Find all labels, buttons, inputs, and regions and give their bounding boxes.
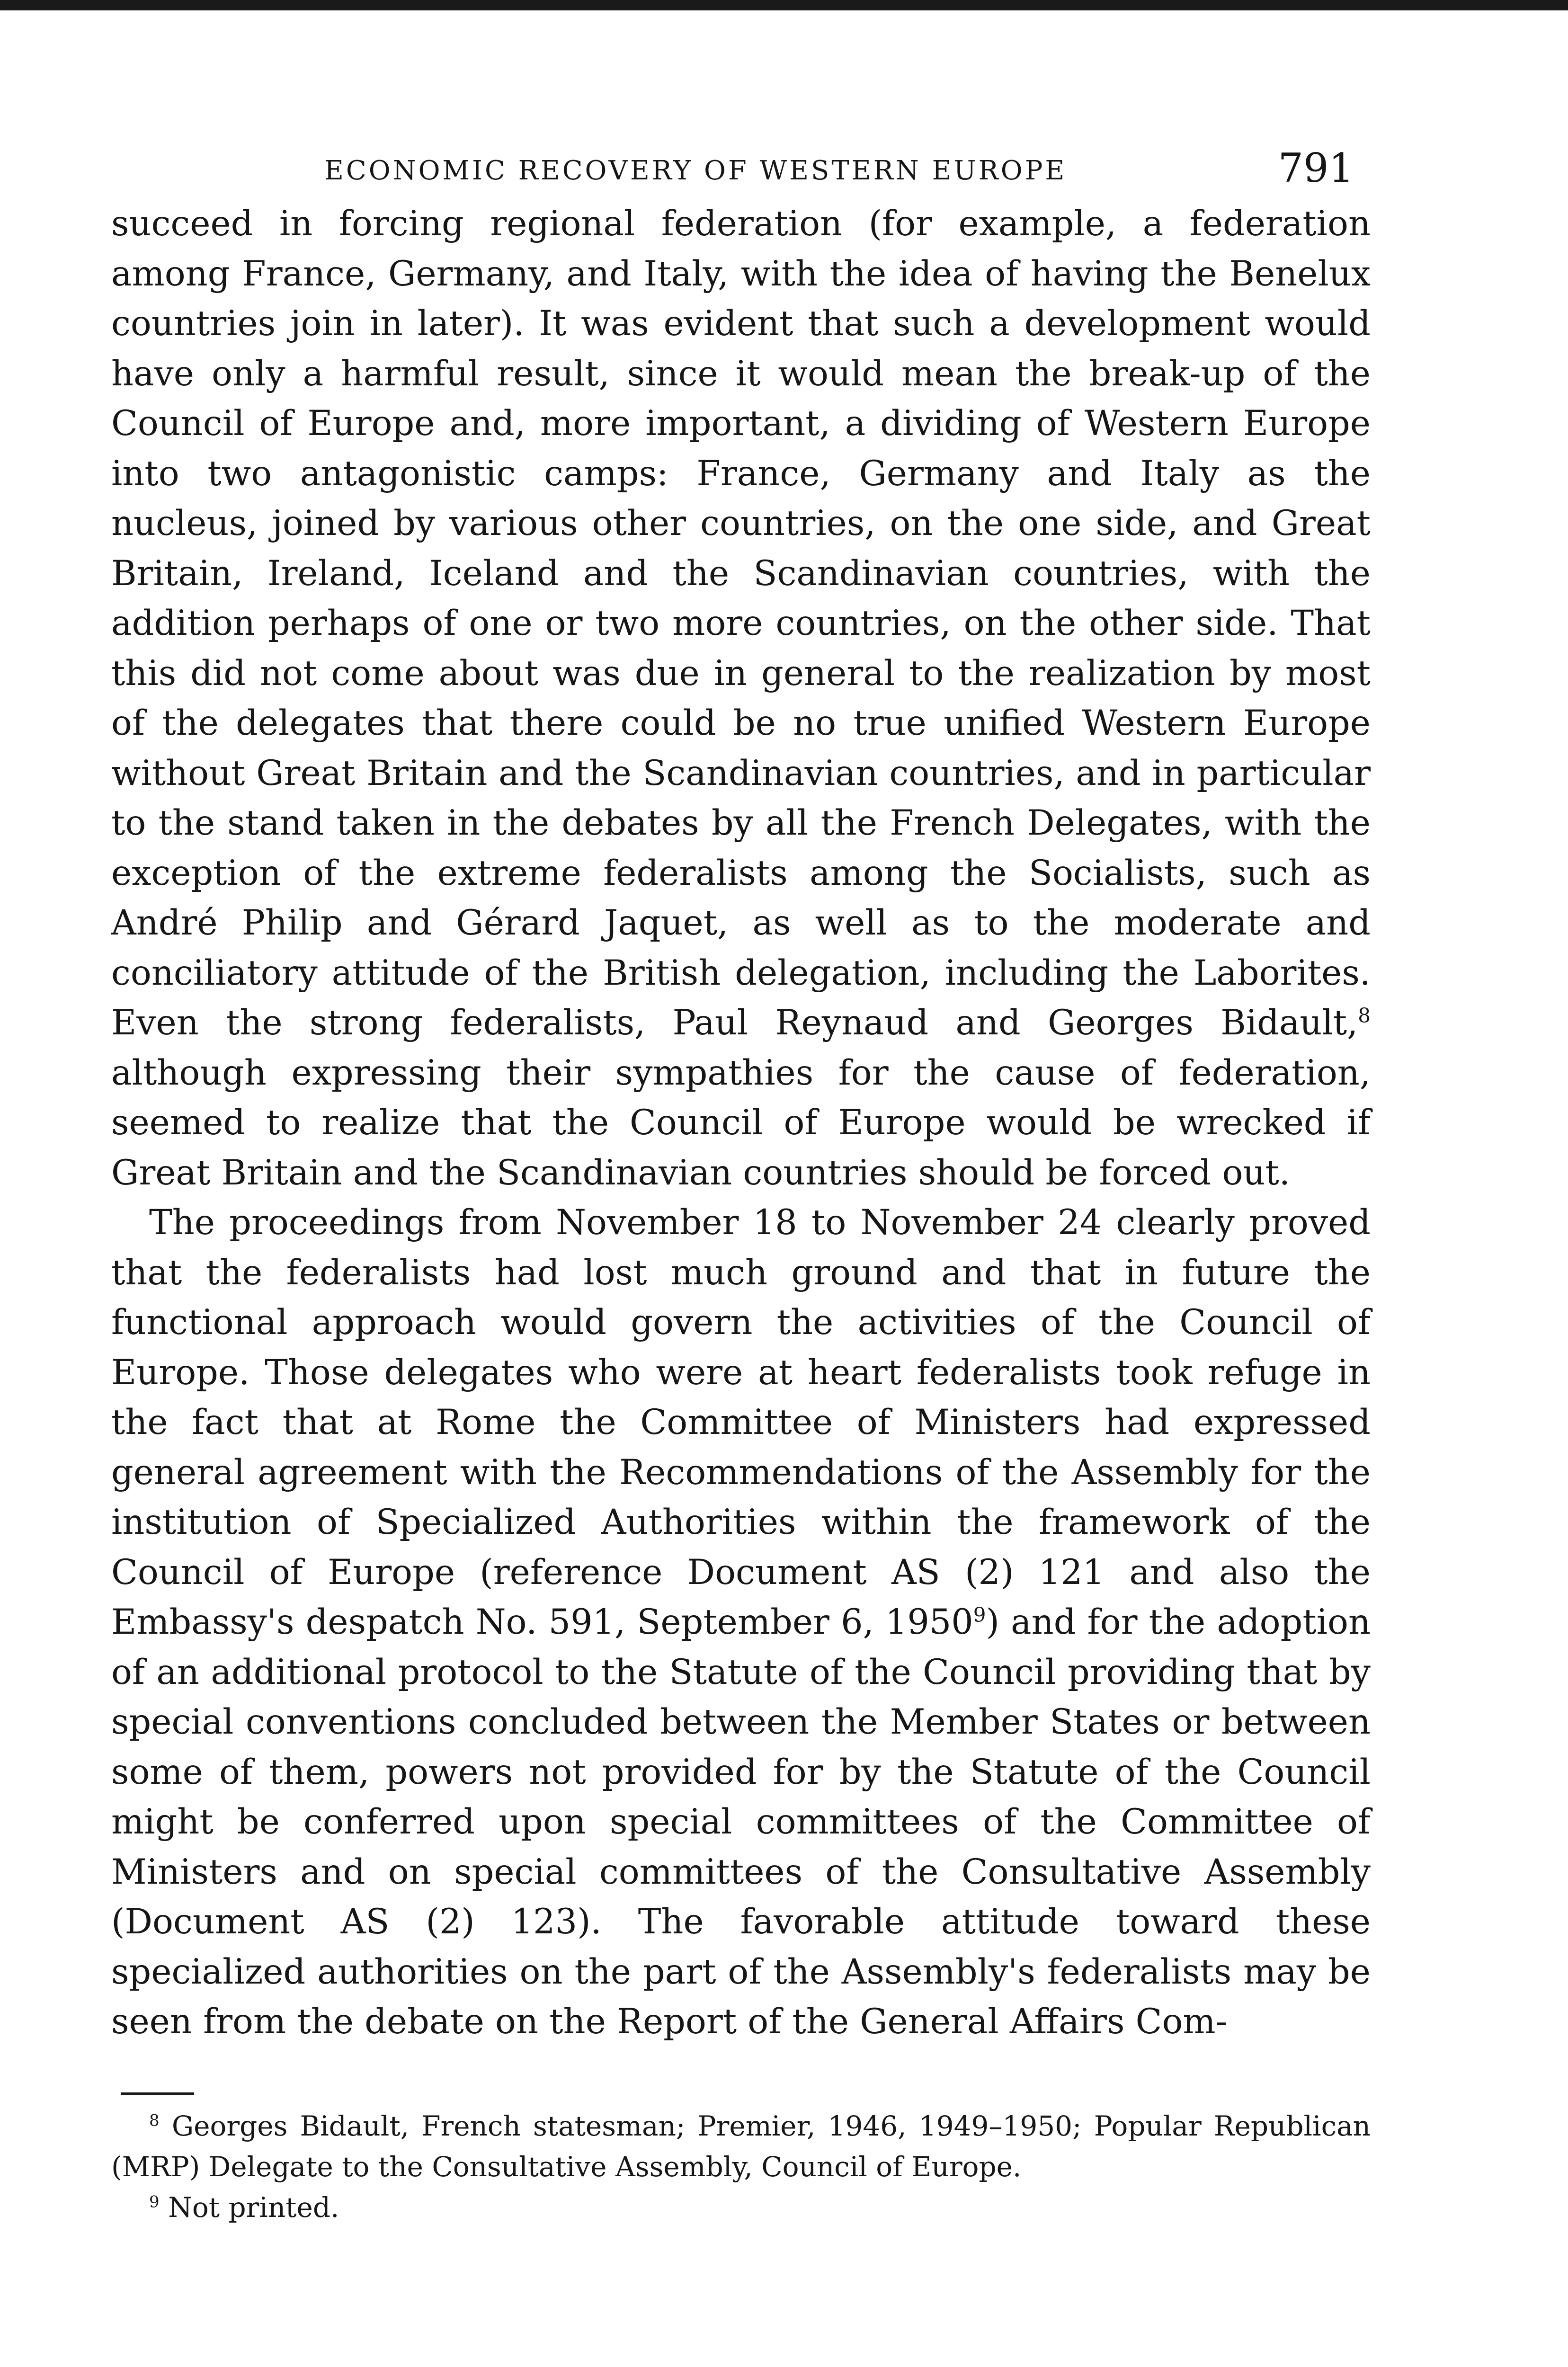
paragraph-1-text-a: succeed in forcing regional federation (for example, a federation among France, Germany, and Italy, with the idea of having the Benelux countries join in later). It was evident that such a development would have only a harmful result, since it would mean the break-up of the Council of Europe and, more important, a dividing of Western Europe into two antagonistic camps: France, Germany and Italy as the nucleus, joined by various other countries, on the one side, and Great Britain, Ireland, Iceland and the Scandinavian countries, with the addition perhaps of one or two more countries, on the other side. That this did not come about was due in general to the realization by most of the delegates that there could be no true unified Western Europe without Great Britain and the Scandinavian countries, and in particular to the stand taken in the debates by all the French Delegates, with the exception of the extreme federalists among the Socialists, such as André Philip and Gérard Jaquet, as well as to the moderate and conciliatory attitude of the British delegation, including the Laborites. Even the strong federalists, Paul Reynaud and Georges Bidault, xyxy=(111,204,1371,1043)
paragraph-2-text-b: ) and for the adoption of an additional protocol to the Statute of the Council providing that by special conventions concluded between the Member States or between some of them, powers not provided for by the Statute of the Council might be conferred upon special committees of the Committee of Ministers and on special committees of the Consultative Assembly (Document AS (2) 123). The favorable attitude toward these specialized authorities on the part of the Assembly's federalists may be seen from the debate on the Report of the General Affairs Com- xyxy=(111,1602,1371,2042)
footnote-marker: 9 xyxy=(149,2192,160,2212)
paragraph-1 xyxy=(111,199,1371,1198)
running-title: ECONOMIC RECOVERY OF WESTERN EUROPE xyxy=(324,155,1067,186)
footnote-marker: 8 xyxy=(149,2111,160,2130)
body-text xyxy=(111,199,1371,2047)
paragraph-1-text-b: although expressing their sympathies for the cause of federation, seemed to realize that the Council of Europe would be wrecked if Great Britain and the Scandinavian countries should be forced out. xyxy=(111,1052,1371,1193)
page-number: 791 xyxy=(1278,145,1354,191)
document-page xyxy=(111,137,1371,2228)
footnote-9 xyxy=(111,2187,1371,2228)
footnote-text: Georges Bidault, French statesman; Premier, 1946, 1949–1950; Popular Republican (MRP) Delegate to the Consultative Assembly, Council of Europe. xyxy=(111,2109,1371,2183)
page-top-edge xyxy=(0,0,1568,10)
paragraph-2 xyxy=(111,1198,1371,2047)
running-header xyxy=(111,137,1371,199)
footnote-8 xyxy=(111,2106,1371,2187)
paragraph-2-text-a: The proceedings from November 18 to November 24 clearly proved that the federalists had lost much ground and that in future the functional approach would govern the activities of the Council of Europe. Those delegates who were at heart federalists took refuge in the fact that at Rome the Committee of Ministers had expressed general agreement with the Recommendations of the Assembly for the institution of Specialized Authorities within the framework of the Council of Europe (reference Document AS (2) 121 and also the Embassy's despatch No. 591, September 6, 1950 xyxy=(111,1202,1371,1642)
footnote-divider xyxy=(121,2092,194,2095)
footnote-ref-8: 8 xyxy=(1358,1004,1371,1027)
footnote-text: Not printed. xyxy=(168,2191,339,2224)
footnote-ref-9: 9 xyxy=(973,1603,986,1627)
footnotes xyxy=(111,2106,1371,2228)
